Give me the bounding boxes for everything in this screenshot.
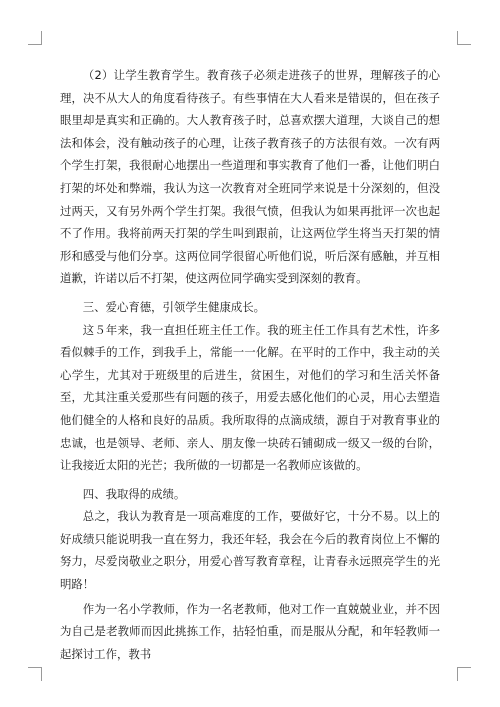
crop-mark-top-right [457,31,471,45]
paragraph-veteran-teacher: 作为一名小学教师，作为一名老教师，他对工作一直兢兢业业，并不因为自己是老教师而因此挑拣工作，拈轻怕重，而是服从分配，和年轻教师一起探讨工作，教书 [60,601,440,661]
paragraph-student-teach-student: （2）让学生教育学生。教育孩子必须走进孩子的世界，理解孩子的心理，决不从大人的角度看待孩子。有些事情在大人看来是错误的，但在孩子眼里却是真实和正确的。大人教育孩子时，总喜欢摆大道理，大谈自己的想法和体会，没有触动孩子的心理，让孩子教育孩子的方法很有效。一次有两个学生打架，我很耐心地摆出一些道理和事实教育了他们一番，让他们明白打架的坏处和弊端，我认为这一次教育对全班同学来说是十分深刻的，但没过两天，又有另外两个学生打架。我很气愤，但我认为如果再批评一次也起不了作用。我将前两天打架的学生叫到跟前，让这两位学生将当天打架的情形和感受与他们分享。这两位同学很留心听他们说，听后深有感触，并互相道歉，许诺以后不打架，使这两位同学确实受到深刻的教育。 [60,68,440,286]
crop-mark-bottom-left [28,667,42,681]
paragraph-summary: 总之，我认为教育是一项高难度的工作，要做好它，十分不易。以上的好成绩只能说明我一直在努力，我还年轻，我会在今后的教育岗位上不懈的努力，尽爱岗敬业之职分，用爱心普写教育章程，让青春永远照亮学生的光明路！ [60,509,440,592]
crop-mark-top-left [28,31,42,45]
paragraph-class-teacher-work: 这５年来，我一直担任班主任工作。我的班主任工作具有艺术性，许多看似棘手的工作，到我手上，常能一一化解。在平时的工作中，我主动的关心学生，尤其对于班级里的后进生，贫困生，对他们的学习和生活关怀备至，尤其注重关爱那些有问题的孩子，用爱去感化他们的心灵，用心去塑造他们健全的人格和良好的品质。我所取得的点滴成绩，源自于对教育事业的忠诚，也是领导、老师、亲人、朋友像一块砖石铺砌成一级又一级的台阶，让我接近太阳的光芒；我所做的一切都是一名教师应该做的。 [60,322,440,473]
section-heading-4: 四、我取得的成绩。 [82,486,186,501]
section-heading-3: 三、爱心育德，引领学生健康成长。 [82,299,266,314]
crop-mark-bottom-right [457,667,471,681]
document-body [60,64,440,665]
